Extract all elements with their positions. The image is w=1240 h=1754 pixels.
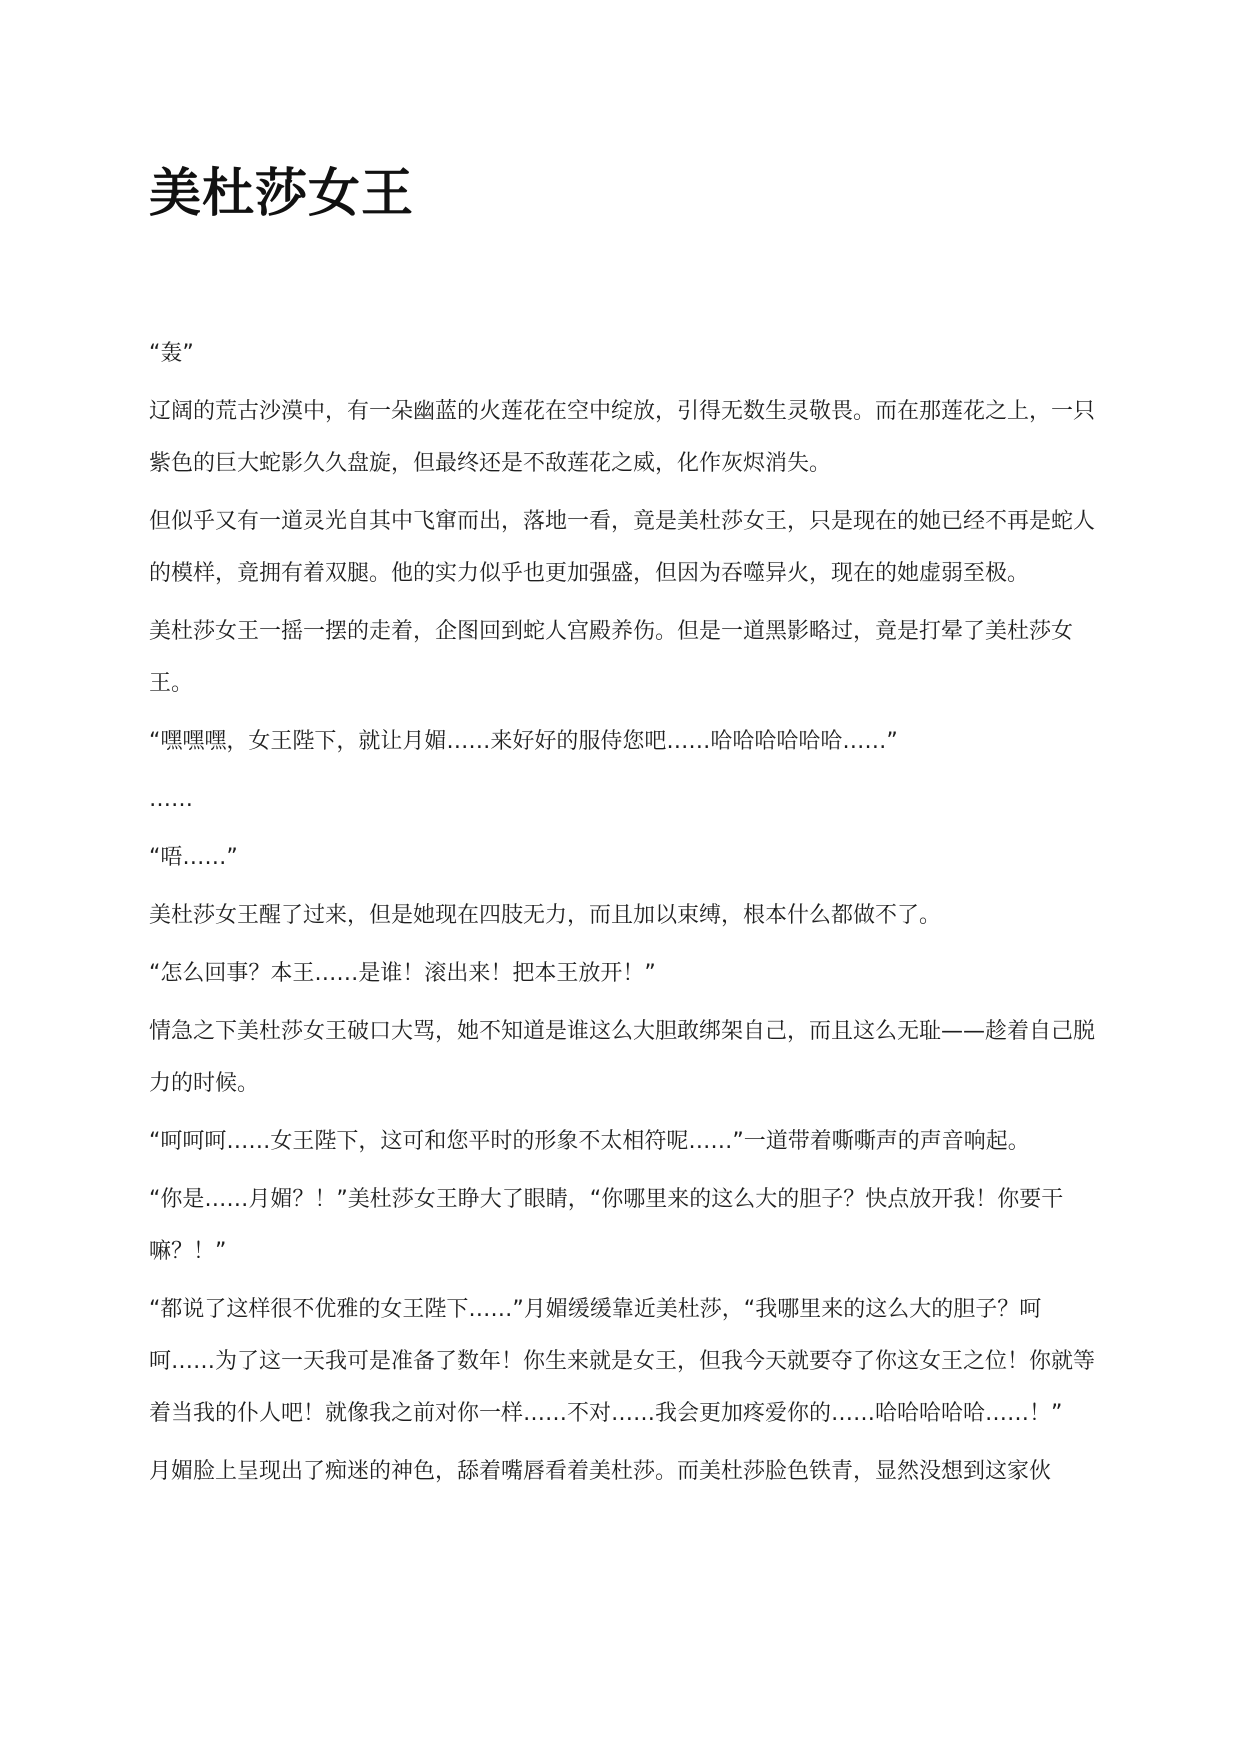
paragraph: “嘿嘿嘿，女王陛下，就让月媚……来好好的服侍您吧……哈哈哈哈哈哈……” [149,729,898,754]
paragraph: 美杜莎女王一摇一摆的走着，企图回到蛇人宫殿养伤。但是一道黑影略过，竟是打晕了美杜莎女王。 [149,619,1074,696]
paragraph: 但似乎又有一道灵光自其中飞窜而出，落地一看，竟是美杜莎女王，只是现在的她已经不再是蛇人的模样，竟拥有着双腿。他的实力似乎也更加强盛，但因为吞噬异火，现在的她虚弱至极。 [149,509,1096,586]
paragraph: “唔……” [149,845,238,870]
paragraph: “轰” [149,341,194,366]
paragraph: “你是……月媚？！”美杜莎女王睁大了眼睛，“你哪里来的这么大的胆子？快点放开我！你要干嘛？！” [149,1187,1064,1264]
paragraph: “呵呵呵……女王陛下，这可和您平时的形象不太相符呢……”一道带着嘶嘶声的声音响起。 [149,1129,1030,1154]
document-title: 美杜莎女王 [149,164,415,224]
paragraph: “怎么回事？本王……是谁！滚出来！把本王放开！” [149,961,656,986]
paragraph: …… [149,787,193,812]
paragraph: 美杜莎女王醒了过来，但是她现在四肢无力，而且加以束缚，根本什么都做不了。 [149,903,942,928]
paragraph: 情急之下美杜莎女王破口大骂，她不知道是谁这么大胆敢绑架自己，而且这么无耻——趁着自己脱力的时候。 [149,1019,1096,1096]
paragraph: “都说了这样很不优雅的女王陛下……”月媚缓缓靠近美杜莎，“我哪里来的这么大的胆子？呵呵……为了这一天我可是准备了数年！你生来就是女王，但我今天就要夺了你这女王之位！你就等着当我的仆人吧！就像我之前对你一样……不对……我会更加疼爱你的……哈哈哈哈哈……！” [149,1297,1096,1426]
document-body [149,328,1100,1498]
paragraph: 月媚脸上呈现出了痴迷的神色，舔着嘴唇看着美杜莎。而美杜莎脸色铁青，显然没想到这家伙 [149,1459,1052,1484]
paragraph: 辽阔的荒古沙漠中，有一朵幽蓝的火莲花在空中绽放，引得无数生灵敬畏。而在那莲花之上，一只紫色的巨大蛇影久久盘旋，但最终还是不敌莲花之威，化作灰烬消失。 [149,399,1096,476]
